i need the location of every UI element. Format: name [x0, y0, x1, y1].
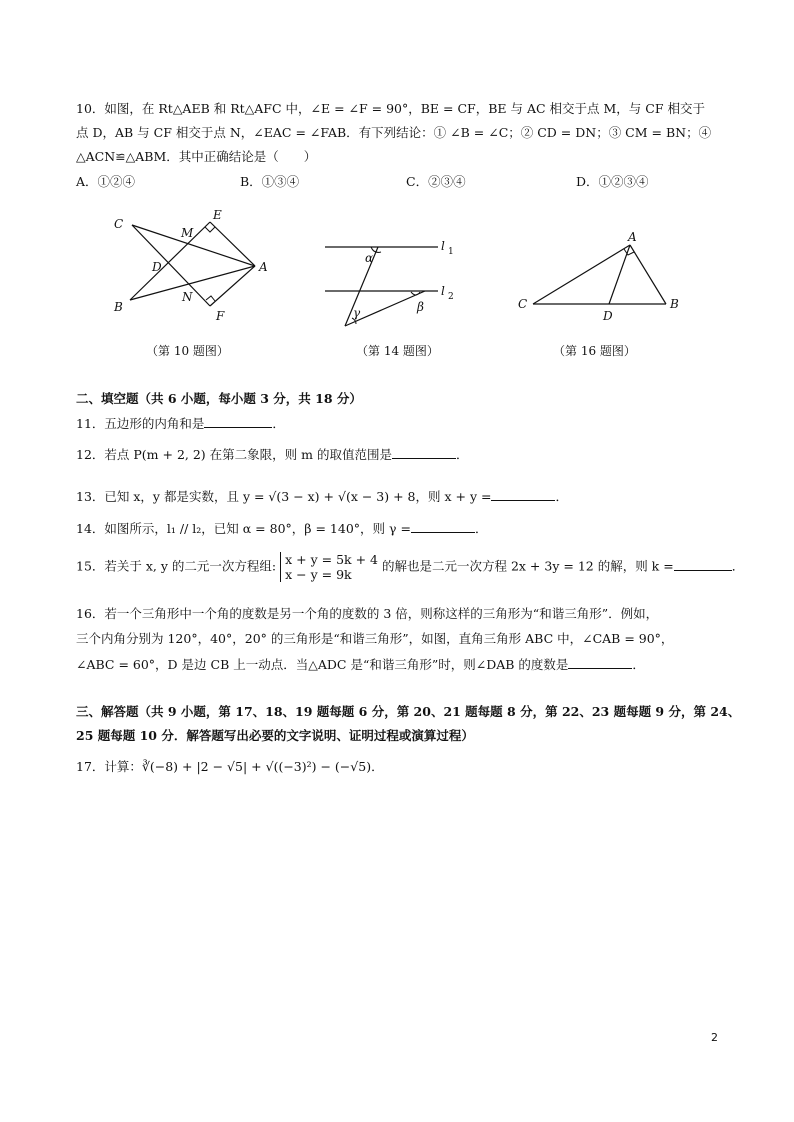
fig10-label-d: D: [152, 260, 162, 274]
q13-period: ．: [555, 489, 568, 504]
q15: [76, 552, 744, 582]
q16-line2: 三个内角分别为 120°，40°，20° 的三角形是“和谐三角形”，如图，直角三角形 ABC 中，∠CAB = 90°，: [76, 631, 674, 646]
q10-line1: 10．如图，在 Rt△AEB 和 Rt△AFC 中，∠E = ∠F = 90°，BE = CF，BE 与 AC 相交于点 M，与 CF 相交于: [76, 101, 705, 116]
fig10-label-f: F: [216, 309, 225, 323]
fig16-side-ab: [630, 245, 666, 304]
q12-blank: [392, 445, 456, 459]
fig14-label-l1-sub: 1: [448, 247, 454, 257]
q10-option-d: D．①②③④: [576, 174, 649, 189]
q14-blank: [411, 519, 475, 533]
q13-text: 13．已知 x，y 都是实数，且 y = √(3 − x) + √(x − 3) + 8，则 x + y =: [76, 489, 492, 504]
section3-heading-line1: 三、解答题（共 9 小题，第 17、18、19 题每题 6 分，第 20、21 题每题 8 分，第 22、23 题每题 9 分，第 24、: [76, 704, 741, 719]
q10-line3: △ACN≌△ABM．其中正确结论是（ ）: [76, 149, 317, 164]
fig14-label-gamma: γ: [353, 306, 361, 320]
q13: [76, 487, 568, 506]
q14: [76, 519, 487, 538]
q14-period: ．: [474, 521, 488, 536]
q12-period: ．: [455, 447, 469, 462]
section3-heading-line2: 25 题每题 10 分．解答题写出必要的文字说明、证明过程或演算过程）: [76, 728, 474, 743]
q16-text: ∠ABC = 60°，D 是边 CB 上一动点．当△ADC 是“和谐三角形”时，则∠DAB 的度数是: [76, 657, 569, 672]
q17: 17．计算：∛(−8) + |2 − √5| + √((−3)²) − (−√5)．: [76, 759, 384, 774]
q15-eq1: x + y = 5k + 4: [285, 552, 378, 567]
q16-line1: 16．若一个三角形中一个角的度数是另一个角的度数的 3 倍，则称这样的三角形为“和谐三角形”．例如，: [76, 606, 659, 621]
q15-eq2: x − y = 9k: [285, 567, 352, 582]
fig10-label-n: N: [182, 290, 193, 304]
q12: [76, 445, 468, 464]
q15-period: ．: [731, 558, 745, 574]
q11-period: ．: [272, 416, 285, 431]
q15-text-a: 15．若关于 x, y 的二元一次方程组:: [76, 558, 277, 574]
q15-blank: [674, 557, 732, 571]
q11: [76, 414, 285, 433]
fig10-label-b: B: [114, 300, 123, 314]
q16-blank: [568, 655, 632, 669]
q15-text-b: 的解也是二元一次方程 2x + 3y = 12 的解，则 k =: [381, 558, 674, 574]
fig10-caption: （第 10 题图）: [146, 344, 229, 358]
fig14-label-l2: l: [441, 284, 445, 298]
fig10-label-a: A: [259, 260, 268, 274]
q12-text: 12．若点 P(m + 2, 2) 在第二象限，则 m 的取值范围是: [76, 447, 392, 462]
fig14-caption: （第 14 题图）: [356, 344, 439, 358]
q10-line2: 点 D，AB 与 CF 相交于点 N，∠EAC = ∠FAB．有下列结论：① ∠B = ∠C；② CD = DN；③ CM = BN；④: [76, 125, 712, 140]
q10-option-a: A．①②④: [76, 174, 136, 189]
q16-line3: [76, 655, 645, 674]
page-number: 2: [711, 1031, 718, 1044]
q10-option-b: B．①③④: [240, 174, 300, 189]
q11-text: 11．五边形的内角和是: [76, 416, 205, 431]
fig16-caption: （第 16 题图）: [553, 344, 636, 358]
fig14-label-beta: β: [417, 300, 424, 314]
q14-text: 14．如图所示，l₁ // l₂，已知 α = 80°，β = 140°，则 γ =: [76, 521, 411, 536]
q13-blank: [491, 487, 555, 501]
fig16-label-b: B: [670, 297, 679, 311]
fig14-label-l2-sub: 2: [448, 292, 454, 302]
q10-option-c: C．②③④: [406, 174, 466, 189]
figure-16: [0, 0, 794, 340]
q16-period: ．: [632, 657, 645, 672]
q11-blank: [204, 414, 272, 428]
fig10-label-c: C: [114, 217, 124, 231]
section2-heading: 二、填空题（共 6 小题，每小题 3 分，共 18 分）: [76, 391, 362, 406]
fig16-label-d: D: [603, 309, 613, 323]
fig10-label-e: E: [213, 208, 222, 222]
fig14-label-l1: l: [441, 239, 445, 253]
fig16-side-ca: [533, 245, 630, 304]
fig14-label-alpha: α: [365, 251, 374, 265]
q15-equation-system: [280, 552, 378, 582]
fig10-label-m: M: [181, 226, 194, 240]
fig16-label-a: A: [628, 230, 637, 244]
fig16-label-c: C: [518, 297, 528, 311]
